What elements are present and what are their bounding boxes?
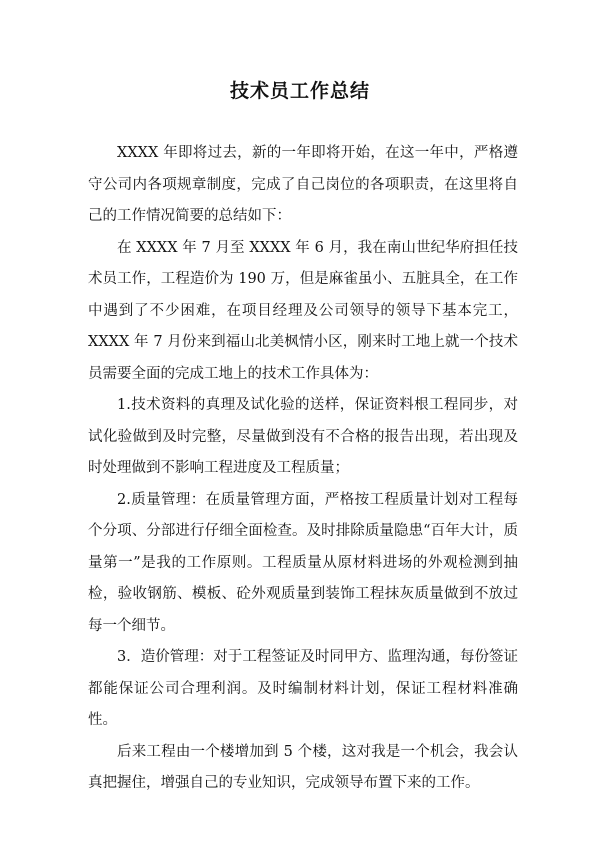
paragraph-intro: XXXX 年即将过去，新的一年即将开始，在这一年中，严格遵守公司内各项规章制度，完成了自己岗位的各项职责，在这里将自己的工作情况简要的总结如下：	[88, 145, 518, 224]
document-title: 技术员工作总结	[229, 80, 370, 102]
paragraph-cost-management: 3．造价管理：对于工程签证及时同甲方、监理沟通，每份签证都能保证公司合理利润。及时编制材料计划，保证工程材料准确性。	[88, 649, 518, 728]
paragraph-quality-management: 2.质量管理：在质量管理方面，严格按工程质量计划对工程每个分项、分部进行仔细全面检查。及时排除质量隐患“百年大计，质量第一”是我的工作原则。工程质量从原材料进场的外观检测到抽检，验收钢筋、模板、砼外观质量到装饰工程抹灰质量做到不放过每一个细节。	[88, 491, 518, 634]
document-body	[88, 138, 518, 800]
paragraph-technical-data: 1.技术资料的真理及试化验的送样，保证资料根工程同步，对试化验做到及时完整，尽量做到没有不合格的报告出现，若出现及时处理做到不影响工程进度及工程质量；	[88, 397, 518, 476]
paragraph-conclusion: 后来工程由一个楼增加到 5 个楼，这对我是一个机会，我会认真把握住，增强自己的专业知识，完成领导布置下来的工作。	[88, 743, 518, 791]
paragraph-work-history: 在 XXXX 年 7 月至 XXXX 年 6 月，我在南山世纪华府担任技术员工作，工程造价为 190 万，但是麻雀虽小、五脏具全，在工作中遇到了不少困难，在项目经理及公司领导的领导下基本完工，XXXX 年 7 月份来到福山北美枫情小区，刚来时工地上就一个技术员需要全面的完成工地上的技术工作具体为：	[88, 239, 518, 382]
